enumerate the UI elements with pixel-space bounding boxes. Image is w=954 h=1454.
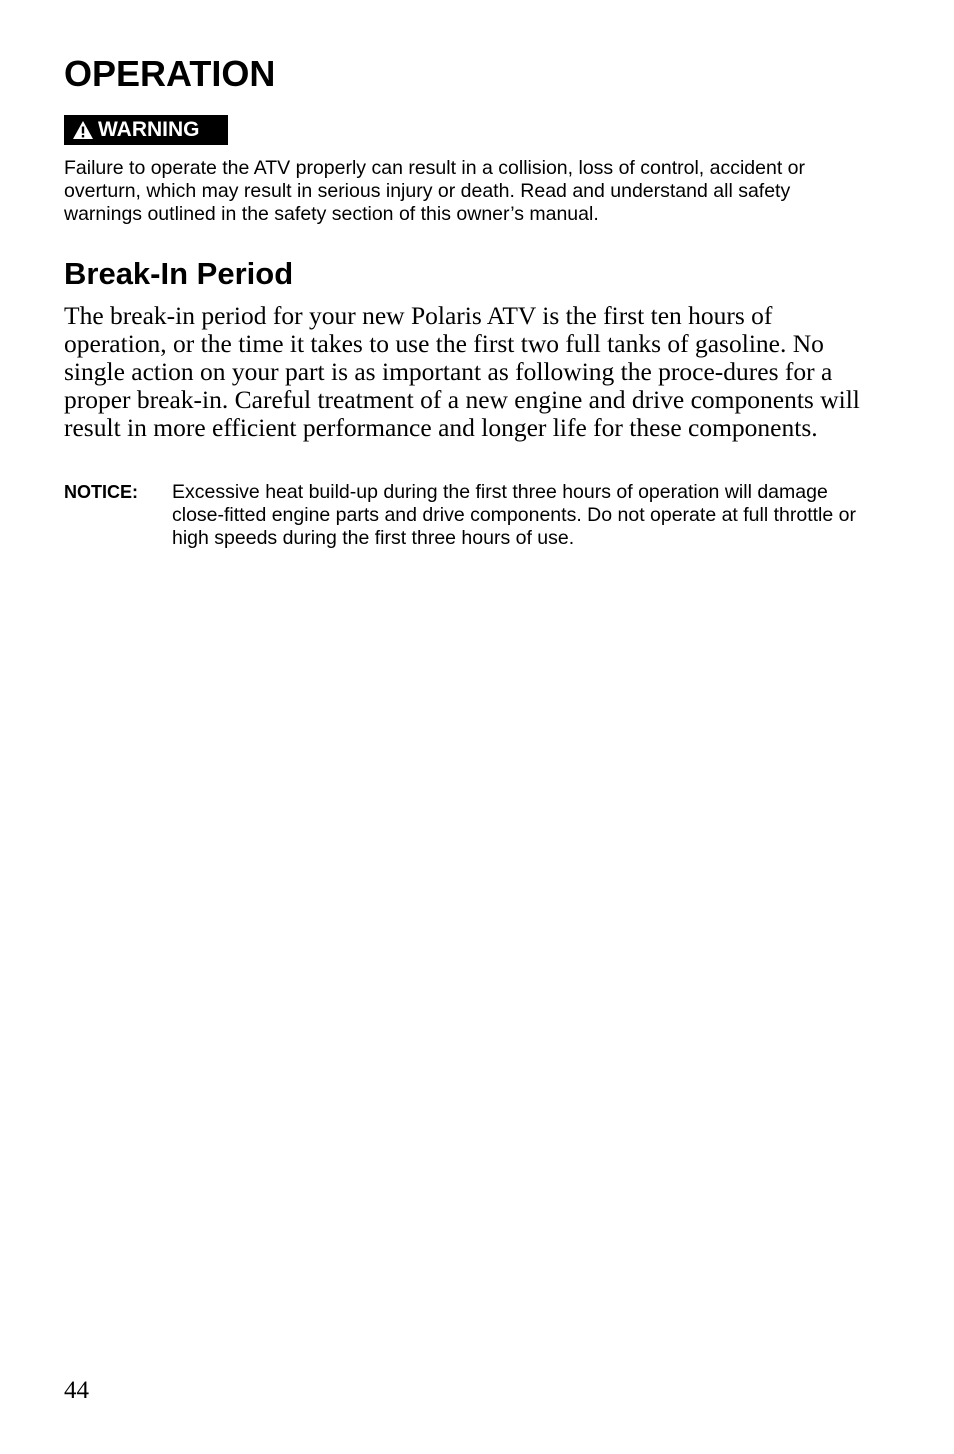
warning-triangle-icon (72, 120, 94, 140)
section-body: The break-in period for your new Polaris ATV is the first ten hours of operation, or the time it takes to use the first two full tanks of gasoline. No single action on your part is as important as following the proce-dures for a proper break-in. Careful treatment of a new engine and drive components will result in more efficient performance and longer life for these components. (64, 301, 860, 442)
section-heading: Break-In Period (64, 256, 294, 291)
notice-label: NOTICE: (64, 482, 138, 502)
warning-badge (64, 115, 228, 145)
notice-text: Excessive heat build-up during the first three hours of operation will damage close-fitted engine parts and drive components. Do not operate at full throttle or high speeds during the first three hours of use. (172, 481, 856, 549)
page-number: 44 (64, 1377, 89, 1404)
page-title: OPERATION (64, 53, 276, 94)
notice-block (64, 481, 864, 550)
warning-label-text: WARNING (98, 118, 200, 141)
warning-text: Failure to operate the ATV properly can result in a collision, loss of control, accident or overturn, which may result in serious injury or death. Read and understand all safety warnings outlined in the safety section of this owner’s manual. (64, 157, 806, 225)
